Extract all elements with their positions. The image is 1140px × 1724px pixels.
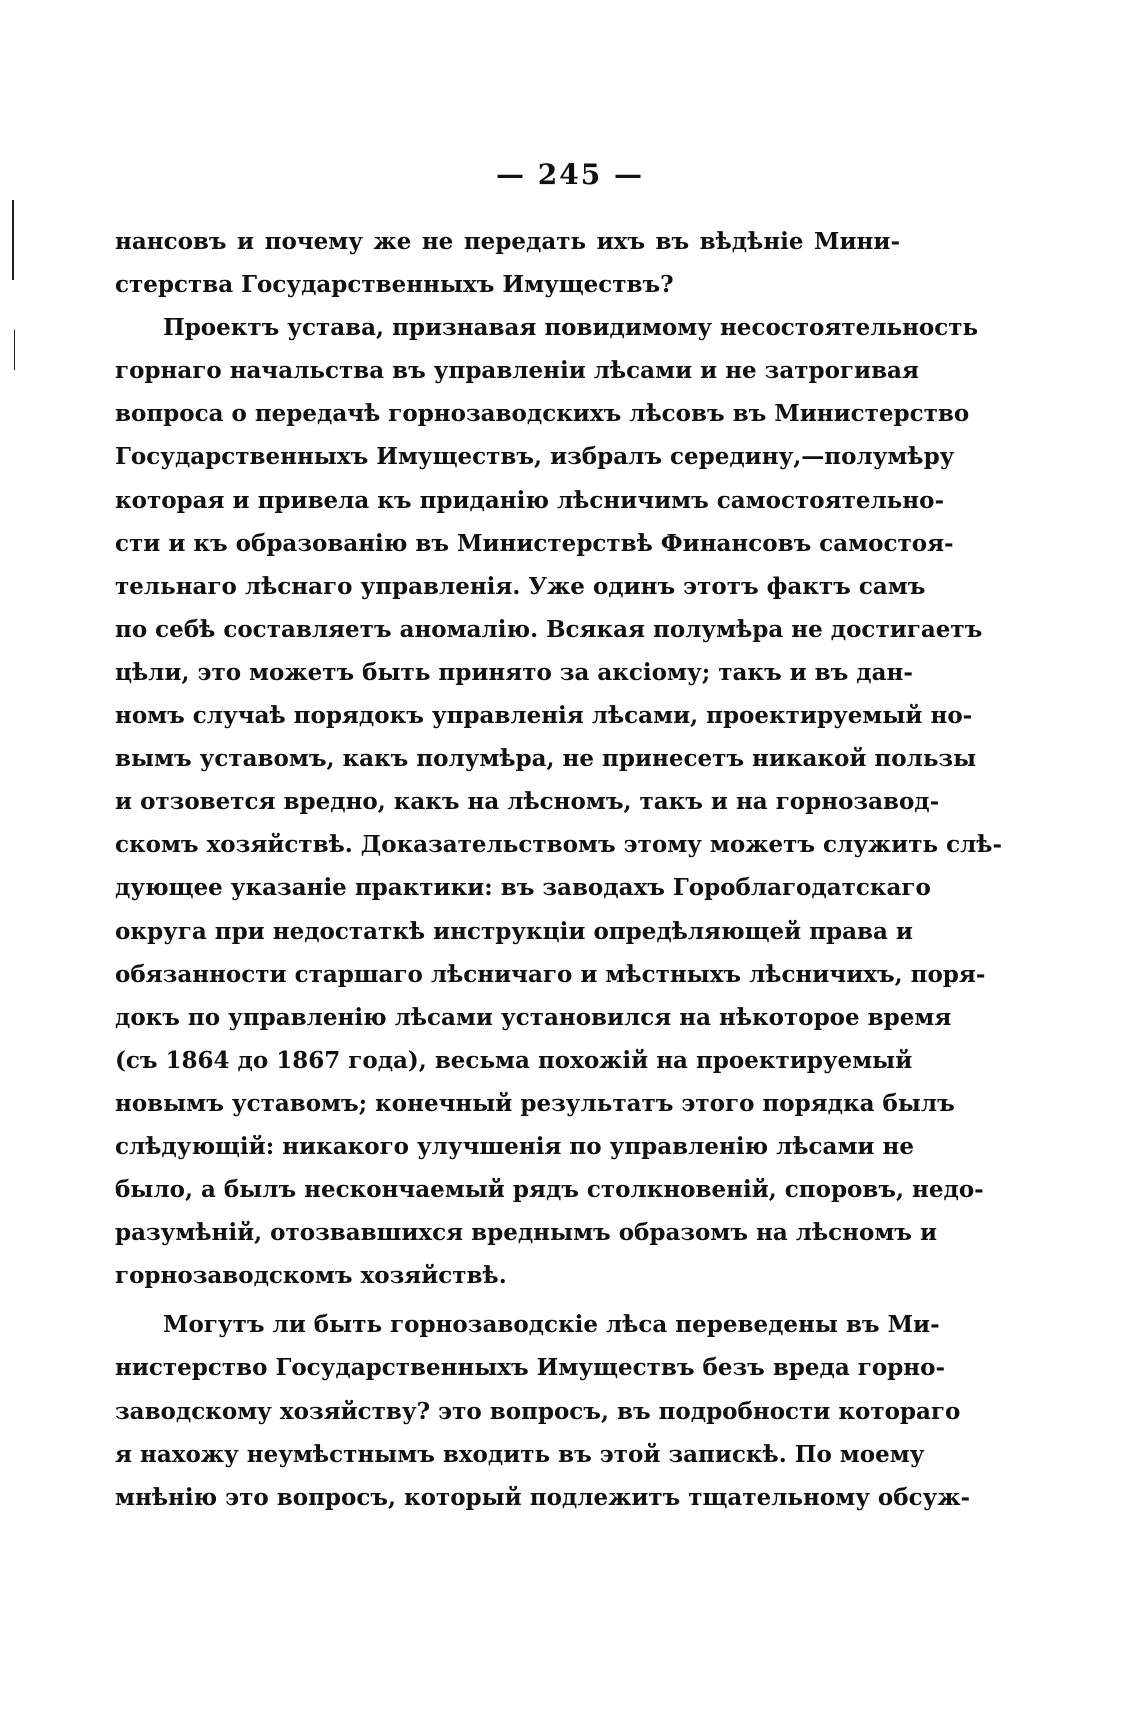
text-line: слѣдующій: никакого улучшенія по управленію лѣсами не <box>115 1132 914 1160</box>
text-line: скомъ хозяйствѣ. Доказательствомъ этому можетъ служить слѣ- <box>115 831 1003 859</box>
text-line: округа при недостаткѣ инструкціи опредѣляющей права и <box>115 917 913 945</box>
text-line: мнѣнію это вопросъ, который подлежитъ тщательному обсуж- <box>115 1483 971 1511</box>
text-line: стерства Государственныхъ Имуществъ? <box>115 271 674 299</box>
text-line: Государственныхъ Имуществъ, избралъ середину,—полумѣру <box>115 443 955 471</box>
text-line: докъ по управленію лѣсами установился на нѣкоторое время <box>115 1003 952 1031</box>
margin-scan-mark <box>12 200 14 280</box>
page-number: — 245 — <box>496 158 644 191</box>
text-line: Могутъ ли быть горнозаводскіе лѣса переведены въ Ми- <box>163 1311 940 1339</box>
text-line: нистерство Государственныхъ Имуществъ безъ вреда горно- <box>115 1354 945 1382</box>
text-line: вымъ уставомъ, какъ полумѣра, не принесетъ никакой пользы <box>115 745 977 773</box>
text-line: номъ случаѣ порядокъ управленія лѣсами, проектируемый но- <box>115 702 973 730</box>
text-line: я нахожу неумѣстнымъ входить въ этой запискѣ. По моему <box>115 1440 925 1468</box>
text-line: вопроса о передачѣ горнозаводскихъ лѣсовъ въ Министерство <box>115 400 970 428</box>
text-line: нансовъ и почему же не передать ихъ въ вѣдѣніе Мини- <box>115 228 900 255</box>
text-line: и отзовется вредно, какъ на лѣсномъ, такъ и на горнозавод- <box>115 788 940 816</box>
body-text <box>115 220 1003 1519</box>
text-line: тельнаго лѣснаго управленія. Уже одинъ этотъ фактъ самъ <box>115 572 926 600</box>
text-line: новымъ уставомъ; конечный результатъ этого порядка былъ <box>115 1089 955 1117</box>
text-line: дующее указаніе практики: въ заводахъ Гороблагодатскаго <box>115 874 931 902</box>
text-line: цѣли, это можетъ быть принято за аксіому; такъ и въ дан- <box>115 658 913 686</box>
text-line: обязанности старшаго лѣсничаго и мѣстныхъ лѣсничихъ, поря- <box>115 960 986 988</box>
text-line: разумѣній, отозвавшихся вреднымъ образомъ на лѣсномъ и <box>115 1219 938 1247</box>
text-line: заводскому хозяйству? это вопросъ, въ подробности котораго <box>115 1397 961 1425</box>
text-line: было, а былъ нескончаемый рядъ столкновеній, споровъ, недо- <box>115 1176 984 1204</box>
text-line: (съ 1864 до 1867 года), весьма похожій на проектируемый <box>115 1046 913 1074</box>
text-line: горнозаводскомъ хозяйствѣ. <box>115 1262 507 1290</box>
text-line: по себѣ составляетъ аномалію. Всякая полумѣра не достигаетъ <box>115 615 983 643</box>
text-line: горнаго начальства въ управленіи лѣсами и не затрогивая <box>115 357 919 385</box>
margin-scan-mark <box>14 330 15 370</box>
text-line: сти и къ образованію въ Министерствѣ Финансовъ самостоя- <box>115 529 954 557</box>
text-line: Проектъ устава, признавая повидимому несостоятельность <box>163 314 979 342</box>
text-line: которая и привела къ приданію лѣсничимъ самостоятельно- <box>115 486 944 514</box>
